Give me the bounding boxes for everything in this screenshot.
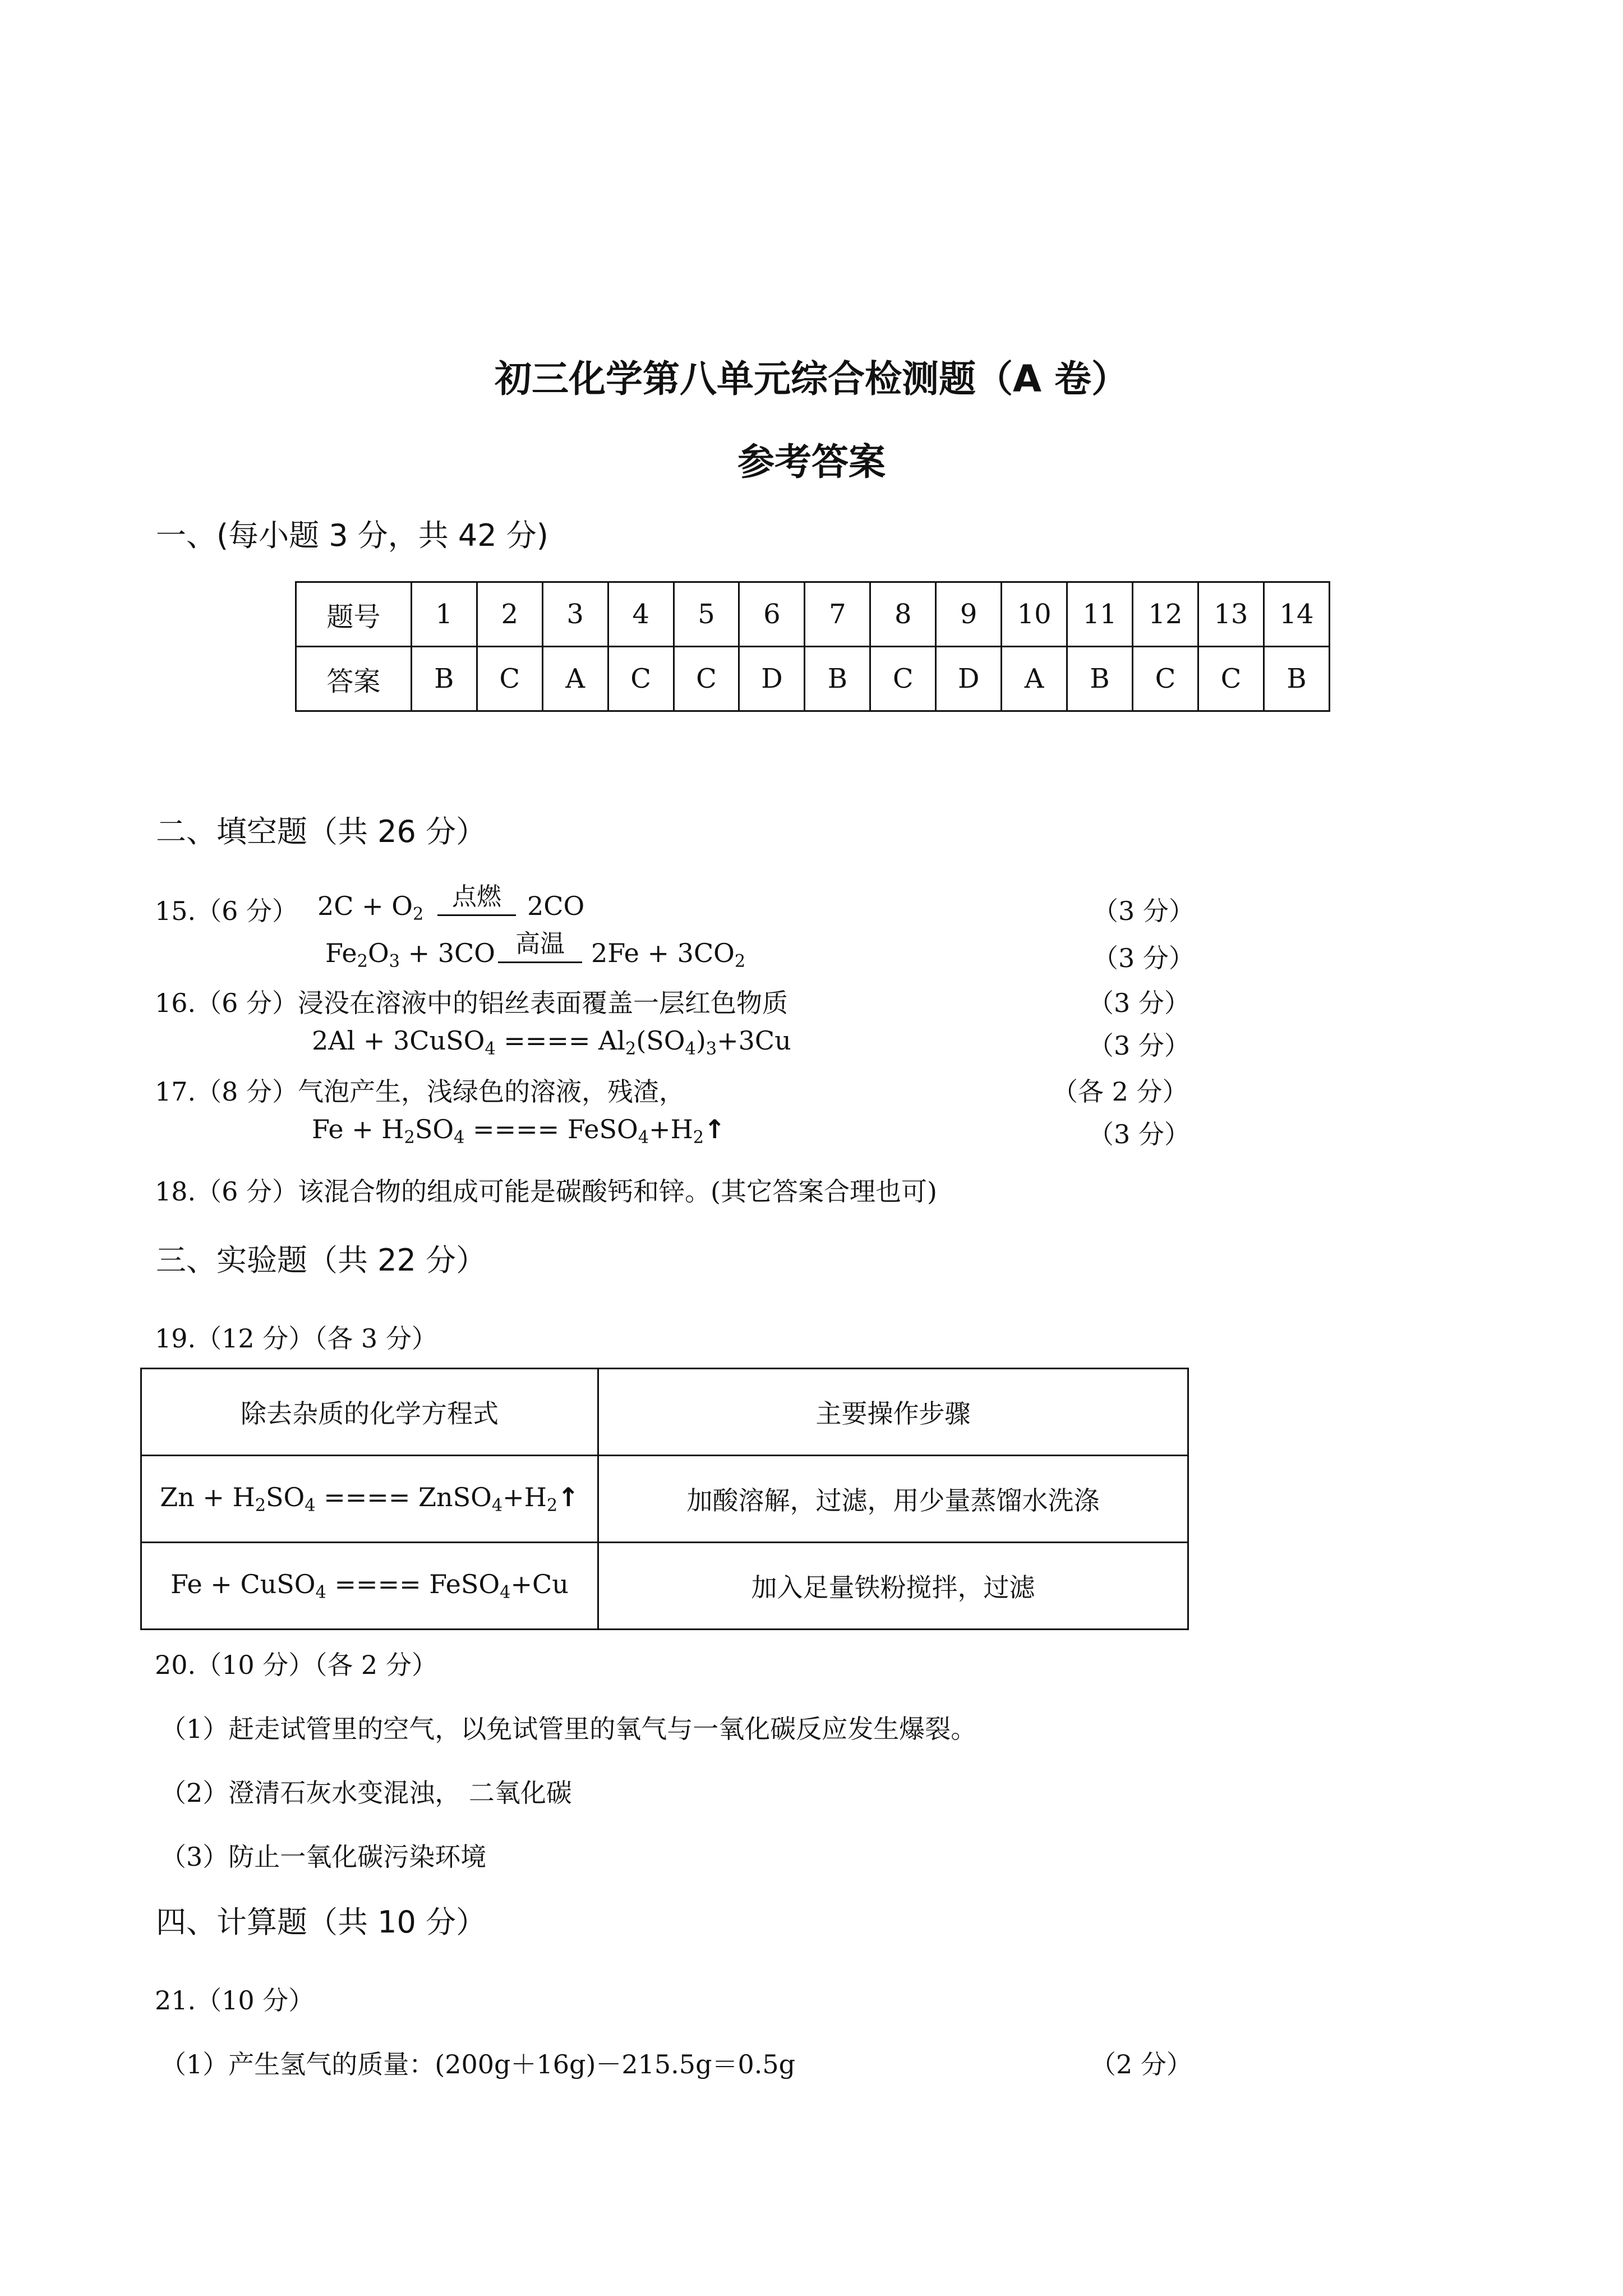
question-19-label: 19.（12 分）（各 3 分） (155, 1323, 437, 1354)
table-row (296, 647, 1330, 711)
gas-arrow-icon: ↑ (704, 1114, 726, 1144)
question-number-cell: 3 (542, 582, 608, 647)
answer-cell: B (1264, 647, 1329, 711)
question-number-cell: 13 (1198, 582, 1264, 647)
page-title: 初三化学第八单元综合检测题（A 卷） (494, 357, 1129, 401)
question-16-label: 16.（6 分）浸没在溶液中的铝丝表面覆盖一层红色物质 (155, 988, 789, 1018)
question-number-cell: 9 (936, 582, 1002, 647)
q16-equation: 2Al + 3CuSO$_4$ ==== $Al_2(SO_4)_3+3Cu$ (312, 1025, 791, 1059)
answer-cell: A (542, 647, 608, 711)
table-cell-step: 加入足量铁粉搅拌，过滤 (598, 1543, 1188, 1630)
table-row (141, 1456, 1188, 1543)
q20-answer-1: （1）赶走试管里的空气，以免试管里的氧气与一氧化碳反应发生爆裂。 (160, 1714, 977, 1744)
q17-score-1: （各 2 分） (1052, 1076, 1188, 1107)
q20-answer-3: （3）防止一氧化碳污染环境 (160, 1842, 487, 1872)
impurity-table (140, 1368, 1189, 1630)
question-number-cell: 1 (411, 582, 477, 647)
q15-condition-high-temp: 高温 (498, 923, 582, 963)
question-number-cell: 12 (1133, 582, 1198, 647)
page-subtitle: 参考答案 (737, 440, 886, 484)
section-heading-1: 一、(每小题 3 分，共 42 分) (156, 518, 548, 553)
q15-equation-1-left: $2C + O_2$ (317, 891, 424, 924)
q17-equation: $Fe + H_2SO_4$ ==== $FeSO_4+H_2↑$ (312, 1114, 726, 1148)
section-heading-4: 四、计算题（共 10 分） (156, 1904, 487, 1940)
question-number-cell: 11 (1067, 582, 1133, 647)
table-cell-equation: $Zn + H_2SO_4$ ==== $ZnSO_4+H_2↑$ (141, 1456, 598, 1543)
section-heading-2: 二、填空题（共 26 分） (156, 814, 487, 849)
q16-score-1: （3 分） (1088, 988, 1190, 1018)
q16-score-2: （3 分） (1088, 1030, 1190, 1061)
q17-score-2: （3 分） (1088, 1119, 1190, 1149)
q15-equation-1-right: 2CO (527, 891, 585, 921)
question-number-cell: 6 (739, 582, 805, 647)
table-cell-equation: Fe + CuSO$_4$ ==== FeSO$_4$+Cu (141, 1543, 598, 1630)
question-17-label: 17.（8 分）气泡产生，浅绿色的溶液，残渣， (155, 1076, 685, 1107)
answer-cell: C (608, 647, 674, 711)
q15-score-1: （3 分） (1092, 896, 1195, 926)
q15-equation-2-right: $2Fe + 3CO_2$ (591, 938, 746, 972)
question-number-cell: 8 (870, 582, 936, 647)
question-18-label: 18.（6 分）该混合物的组成可能是碳酸钙和锌。(其它答案合理也可) (155, 1176, 937, 1207)
question-15-label: 15.（6 分） (155, 896, 298, 926)
q15-condition-ignite: 点燃 (437, 876, 516, 916)
column-header-steps: 主要操作步骤 (598, 1369, 1188, 1456)
answer-table (295, 581, 1330, 712)
q20-answer-2: （2）澄清石灰水变混浊， 二氧化碳 (160, 1778, 572, 1808)
answer-cell: A (1002, 647, 1067, 711)
table-cell-step: 加酸溶解，过滤，用少量蒸馏水洗涤 (598, 1456, 1188, 1543)
answer-cell: C (1133, 647, 1198, 711)
q15-equation-2-left: $Fe_2O_3 + 3CO$ (325, 938, 495, 972)
row-label-answer: 答案 (296, 647, 412, 711)
row-label-number: 题号 (296, 582, 412, 647)
q21-score: （2 分） (1090, 2049, 1192, 2079)
q15-score-2: （3 分） (1092, 943, 1195, 973)
question-number-cell: 7 (805, 582, 870, 647)
answer-cell: C (1198, 647, 1264, 711)
table-row (141, 1369, 1188, 1456)
section-heading-3: 三、实验题（共 22 分） (156, 1243, 487, 1278)
answer-cell: B (411, 647, 477, 711)
table-row (141, 1543, 1188, 1630)
question-21-label: 21.（10 分） (155, 1985, 315, 2016)
question-number-cell: 5 (674, 582, 739, 647)
answer-cell: D (739, 647, 805, 711)
answer-cell: B (805, 647, 870, 711)
answer-cell: D (936, 647, 1002, 711)
answer-cell: C (870, 647, 936, 711)
question-number-cell: 4 (608, 582, 674, 647)
answer-cell: C (674, 647, 739, 711)
column-header-equation: 除去杂质的化学方程式 (141, 1369, 598, 1456)
question-20-label: 20.（10 分）（各 2 分） (155, 1650, 437, 1680)
table-row (296, 582, 1330, 647)
answer-cell: B (1067, 647, 1133, 711)
question-number-cell: 2 (477, 582, 542, 647)
question-number-cell: 14 (1264, 582, 1329, 647)
q21-answer-1: （1）产生氢气的质量：(200g＋16g)－215.5g＝0.5g (160, 2049, 796, 2079)
question-number-cell: 10 (1002, 582, 1067, 647)
gas-arrow-icon: ↑ (557, 1482, 579, 1513)
answer-cell: C (477, 647, 542, 711)
